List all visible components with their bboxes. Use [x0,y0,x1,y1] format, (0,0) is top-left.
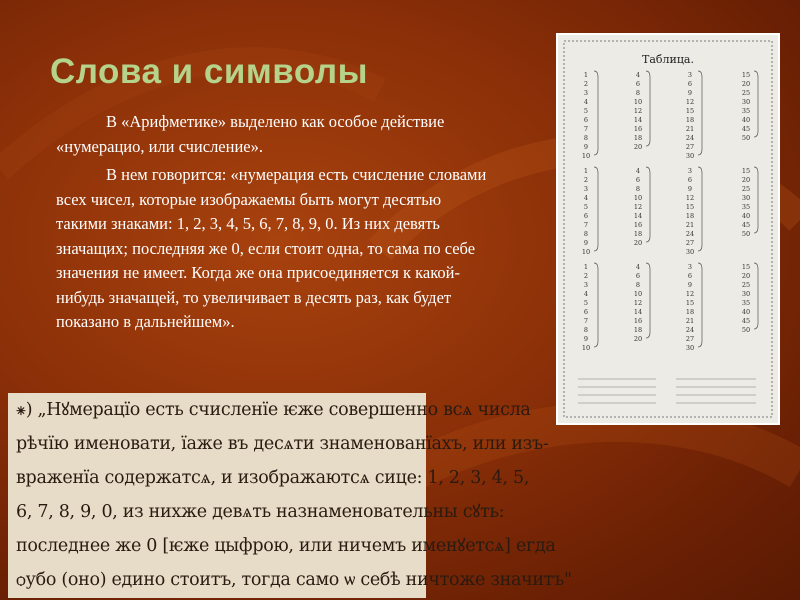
table-number: 24 [685,326,695,334]
table-number: 30 [741,194,751,202]
table-number: 3 [687,263,693,271]
table-number: 25 [741,89,751,97]
table-number: 12 [685,98,695,106]
table-bracket [698,263,702,347]
table-number: 30 [685,344,695,352]
table-number: 7 [583,221,589,229]
historical-table-image [556,33,780,425]
table-number: 6 [687,272,693,280]
table-number: 10 [581,152,591,160]
table-number: 1 [583,263,589,271]
table-number: 16 [633,221,643,229]
table-number: 27 [685,143,695,151]
table-number: 6 [635,272,641,280]
table-number: 12 [685,290,695,298]
table-number: 20 [633,239,643,247]
table-number: 25 [741,281,751,289]
table-bracket [754,71,758,137]
old-slavonic-text-scan [8,393,572,598]
table-number: 21 [685,317,695,325]
table-number: 8 [635,89,641,97]
table-number: 9 [583,143,589,151]
table-footer-lines [578,379,756,403]
table-number: 8 [583,326,589,334]
table-number: 21 [685,221,695,229]
slide-body [56,110,496,339]
table-number: 16 [633,125,643,133]
table-number: 9 [687,281,693,289]
slide-title: Слова и символы [50,52,368,91]
table-number: 12 [633,107,643,115]
table-number: 25 [741,185,751,193]
table-number: 35 [741,107,751,115]
table-number: 4 [635,167,641,175]
table-number: 18 [685,116,695,124]
table-number: 6 [687,176,693,184]
table-number: 2 [583,80,589,88]
table-number: 8 [583,230,589,238]
table-number: 5 [583,299,589,307]
table-number: 35 [741,299,751,307]
table-number: 6 [635,80,641,88]
table-number: 8 [583,134,589,142]
table-bracket [646,167,650,242]
table-number: 3 [687,167,693,175]
table-number: 7 [583,317,589,325]
table-number: 12 [685,194,695,202]
table-number: 10 [581,248,591,256]
table-bracket [754,167,758,233]
table-bracket [698,167,702,251]
paragraph-2: В нем говорится: «нумерация есть счисление словами всех чисел, которые изображаемы быть могут десятью такими знаками: 1, 2, 3, 4, 5, 6, 7, 8, 9, 0. Из них девять значащих; последняя же 0, если стоит одна, то сама по себе значения не имеет. Когда же она присоединяется к какой-нибудь значащей, то увеличивает в десять раз, как будет показано в дальнейшем». [56,165,487,331]
table-number: 20 [741,272,751,280]
table-number: 6 [583,116,589,124]
table-number: 45 [741,221,751,229]
table-number: 30 [685,248,695,256]
table-bracket [646,71,650,146]
old-text-line-3: враженїа содержатсѧ, и изображаютсѧ сице: 1, 2, 3, 4, 5, [16,468,530,488]
table-number: 6 [583,308,589,316]
table-number: 35 [741,203,751,211]
table-columns [582,71,758,352]
old-text-line-6: ѻубо (оно) едино стоитъ, тогда само ѡ себѣ ничтоже значитъ" [16,570,572,590]
table-number: 15 [741,167,751,175]
table-number: 3 [583,89,589,97]
table-number: 14 [633,308,643,316]
table-number: 10 [633,98,643,106]
table-bracket [594,263,598,347]
table-number: 4 [635,263,641,271]
table-number: 2 [583,176,589,184]
table-number: 15 [685,203,695,211]
table-bracket [594,71,598,155]
table-number: 4 [635,71,641,79]
table-number: 20 [741,80,751,88]
table-bracket [646,263,650,338]
table-number: 15 [685,299,695,307]
table-number: 45 [741,317,751,325]
table-number: 10 [581,344,591,352]
table-number: 21 [685,125,695,133]
table-number: 50 [741,230,751,238]
table-number: 15 [741,263,751,271]
table-number: 9 [687,185,693,193]
old-text-line-4: 6, 7, 8, 9, 0, из нихже девѧть назнаменовательны сꙋть: [16,502,505,522]
table-number: 4 [583,98,589,106]
table-number: 10 [633,290,643,298]
table-number: 24 [685,134,695,142]
table-number: 45 [741,125,751,133]
table-number: 18 [685,308,695,316]
table-number: 5 [583,107,589,115]
table-number: 50 [741,134,751,142]
table-bracket [594,167,598,251]
table-number: 7 [583,125,589,133]
old-text-line-5: последнее же 0 [ѥже цыфрою, или ничемъ именꙋетсѧ] егда [16,536,556,556]
table-number: 15 [741,71,751,79]
table-number: 30 [741,98,751,106]
old-text-line-2: рѣчїю именовати, їаже въ десѧти знаменованїахъ, или изъ- [16,434,549,454]
table-number: 27 [685,335,695,343]
table-number: 6 [635,176,641,184]
table-number: 14 [633,116,643,124]
table-number: 2 [583,272,589,280]
table-number: 27 [685,239,695,247]
table-number: 9 [583,335,589,343]
table-number: 12 [633,299,643,307]
table-number: 1 [583,71,589,79]
table-number: 40 [741,212,751,220]
table-number: 12 [633,203,643,211]
table-number: 15 [685,107,695,115]
table-number: 20 [633,335,643,343]
table-number: 20 [633,143,643,151]
paragraph-1: В «Арифметике» выделено как особое действие «нумерацио, или счисление». [56,112,445,156]
table-number: 8 [635,281,641,289]
table-number: 16 [633,317,643,325]
table-bracket [754,263,758,329]
table-number: 4 [583,194,589,202]
table-number: 6 [583,212,589,220]
table-number: 8 [635,185,641,193]
table-bracket [698,71,702,155]
table-number: 14 [633,212,643,220]
table-number: 30 [741,290,751,298]
table-number: 3 [583,281,589,289]
table-number: 1 [583,167,589,175]
table-number: 30 [685,152,695,160]
table-number: 18 [633,326,643,334]
table-number: 9 [687,89,693,97]
table-number: 24 [685,230,695,238]
table-number: 3 [687,71,693,79]
table-number: 5 [583,203,589,211]
table-number: 18 [633,230,643,238]
table-number: 10 [633,194,643,202]
table-number: 50 [741,326,751,334]
table-heading: Таблица. [642,53,694,66]
table-number: 3 [583,185,589,193]
table-number: 40 [741,116,751,124]
table-number: 20 [741,176,751,184]
table-number: 18 [685,212,695,220]
old-text-line-1: ⁕) „Нꙋмерацїо есть счисленїе ѥже совершенно всѧ числа [16,400,531,420]
table-number: 4 [583,290,589,298]
table-number: 40 [741,308,751,316]
table-number: 18 [633,134,643,142]
numbers-table-scan [556,33,780,425]
table-number: 6 [687,80,693,88]
table-number: 9 [583,239,589,247]
